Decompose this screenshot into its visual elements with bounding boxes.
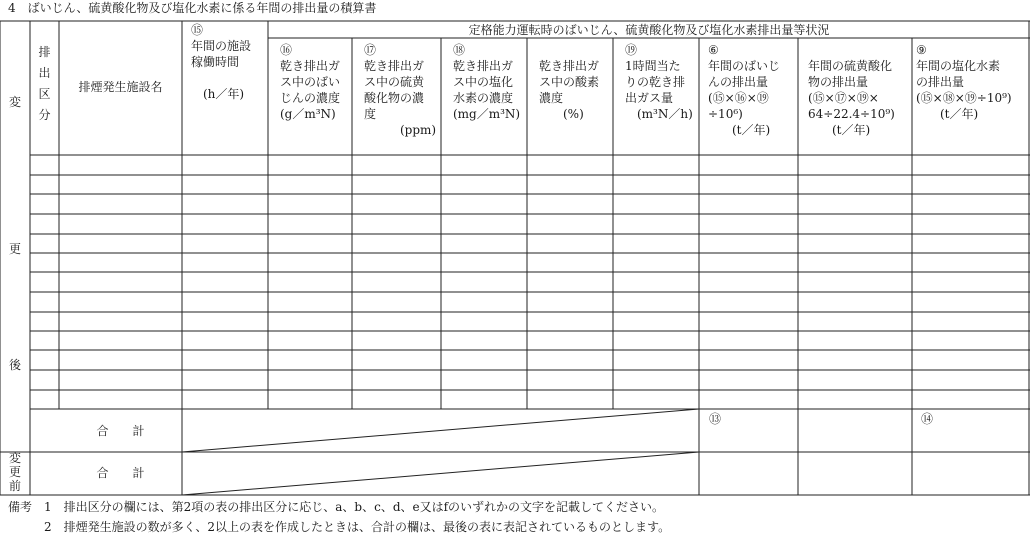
total-after-label: 合 計	[96, 424, 145, 438]
header-hours: ⑮ 年間の施設 稼働時間 (h／年)	[191, 23, 252, 101]
header-sox-concentration: ⑰ 乾き排出ガ ス中の硫黄 酸化物の濃 度 (ppm)	[364, 43, 437, 137]
header-category: 排 出 区 分	[38, 45, 51, 122]
header-dust-annual: ⑥ 年間のばいじ んの排出量 (⑮×⑯×⑲ ÷10⁶) (t／年)	[708, 43, 781, 137]
form-title: 4 ばいじん、硫黄酸化物及び塩化水素に係る年間の排出量の積算書	[8, 1, 377, 15]
header-oxygen-concentration: 乾き排出ガ ス中の酸素 濃度 (%)	[539, 59, 600, 121]
header-dust-concentration: ⑯ 乾き排出ガ ス中のばい じんの濃度 (g／m³N)	[280, 43, 341, 121]
note-2: 2 排煙発生施設の数が多く、2以上の表を作成したときは、合計の欄は、最後の表に表記されているものとします。	[8, 520, 671, 534]
side-label-after-1: 変	[8, 95, 21, 109]
header-group: 定格能力運転時のばいじん、硫黄酸化物及び塩化水素排出量等状況	[468, 23, 830, 37]
total-mark-13: ⑬	[709, 412, 722, 426]
side-label-after-3: 後	[8, 358, 21, 372]
header-hcl-annual: ⑨ 年間の塩化水素 の排出量 (⑮×⑱×⑲÷10⁹) (t／年)	[916, 43, 1012, 121]
side-label-after-2: 更	[8, 242, 21, 256]
total-before-label: 合 計	[96, 466, 145, 480]
side-label-before: 変 更 前	[8, 451, 21, 493]
header-hcl-concentration: ⑱ 乾き排出ガ ス中の塩化 水素の濃度 (mg／m³N)	[453, 43, 521, 121]
total-mark-14: ⑭	[921, 412, 934, 426]
header-facility: 排煙発生施設名	[78, 80, 163, 94]
header-gas-volume: ⑲ 1時間当た りの乾き排 出ガス量 (m³N／h)	[625, 43, 693, 121]
header-sox-annual: 年間の硫黄酸化 物の排出量 (⑮×⑰×⑲× 64÷22.4÷10⁹) (t／年)	[808, 59, 895, 137]
note-1: 備考 1 排出区分の欄には、第2項の表の排出区分に応じ、a、b、c、d、e又はfのいずれかの文字を記載してください。	[8, 500, 665, 514]
